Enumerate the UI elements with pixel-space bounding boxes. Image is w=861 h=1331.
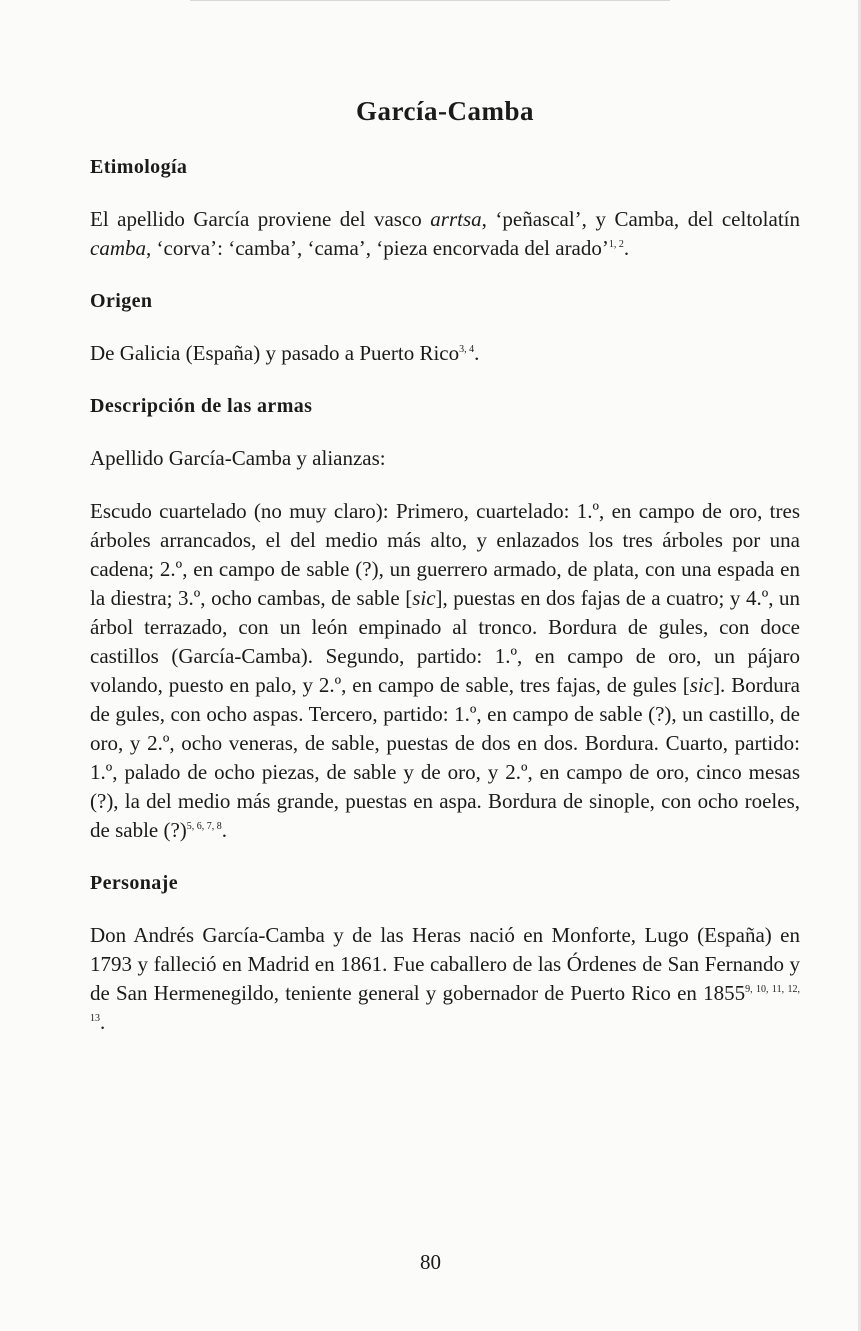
heading-armas: Descripción de las armas bbox=[90, 395, 313, 418]
paragraph-armas-description: Escudo cuartelado (no muy claro): Primero, cuartelado: 1.º, en campo de oro, tres árboles arrancados, el del medio más alto, y enlazados los tres árboles por una cadena; 2.º, en campo de sable (?), un guerrero armado, de plata, con una espada en la diestra; 3.º, ocho cambas, de sable [sic], puestas en dos fajas de a cuatro; y 4.º, un árbol terrazado, con un león empinado al tronco. Bordura de gules, con doce castillos (García-Camba). Segundo, partido: 1.º, en campo de oro, un pájaro volando, puesto en palo, y 2.º, en campo de sable, tres fajas, de gules [sic]. Bordura de gules, con ocho aspas. Tercero, partido: 1.º, en campo de sable (?), un castillo, de oro, y 2.º, ocho veneras, de sable, puestas de dos en dos. Bordura. Cuarto, partido: 1.º, palado de ocho piezas, de sable y de oro, y 2.º, en campo de oro, cinco mesas (?), la del medio más grande, puestas en aspa. Bordura de sinople, con ocho roeles, de sable (?)$^{5, 6, 7, 8}$. bbox=[90, 499, 801, 843]
heading-etimologia: Etimología bbox=[90, 156, 188, 179]
paragraph-armas-intro: Apellido García-Camba y alianzas: bbox=[90, 446, 386, 471]
page-number: 80 bbox=[420, 1250, 441, 1274]
footnote-ref: 9, 10, 11, 12, 13 bbox=[90, 984, 800, 1025]
footnote-ref: 5, 6, 7, 8 bbox=[186, 821, 222, 833]
heading-origen: Origen bbox=[90, 290, 153, 313]
paragraph-origen: De Galicia (España) y pasado a Puerto Rico$^{3, 4}$. bbox=[90, 341, 480, 366]
footnote-ref: 3, 4 bbox=[459, 344, 475, 356]
paragraph-personaje: Don Andrés García-Camba y de las Heras nació en Monforte, Lugo (España) en 1793 y falleció en Madrid en 1861. Fue caballero de las Órdenes de San Fernando y de San Hermenegildo, teniente general y gobernador de Puerto Rico en 1855$^{9, 10, 11, 12, 13}$. bbox=[90, 923, 800, 1035]
footnote-ref: 1, 2 bbox=[608, 239, 624, 251]
page-title: García-Camba bbox=[356, 96, 534, 126]
heading-personaje: Personaje bbox=[90, 872, 179, 895]
top-rule bbox=[190, 0, 670, 1]
paragraph-etimologia: El apellido García proviene del vasco arrtsa, ‘peñascal’, y Camba, del celtolatín camba, ‘corva’: ‘camba’, ‘cama’, ‘pieza encorvada del arado’$^{1, 2}$. bbox=[90, 207, 800, 261]
page-body bbox=[90, 95, 800, 1037]
